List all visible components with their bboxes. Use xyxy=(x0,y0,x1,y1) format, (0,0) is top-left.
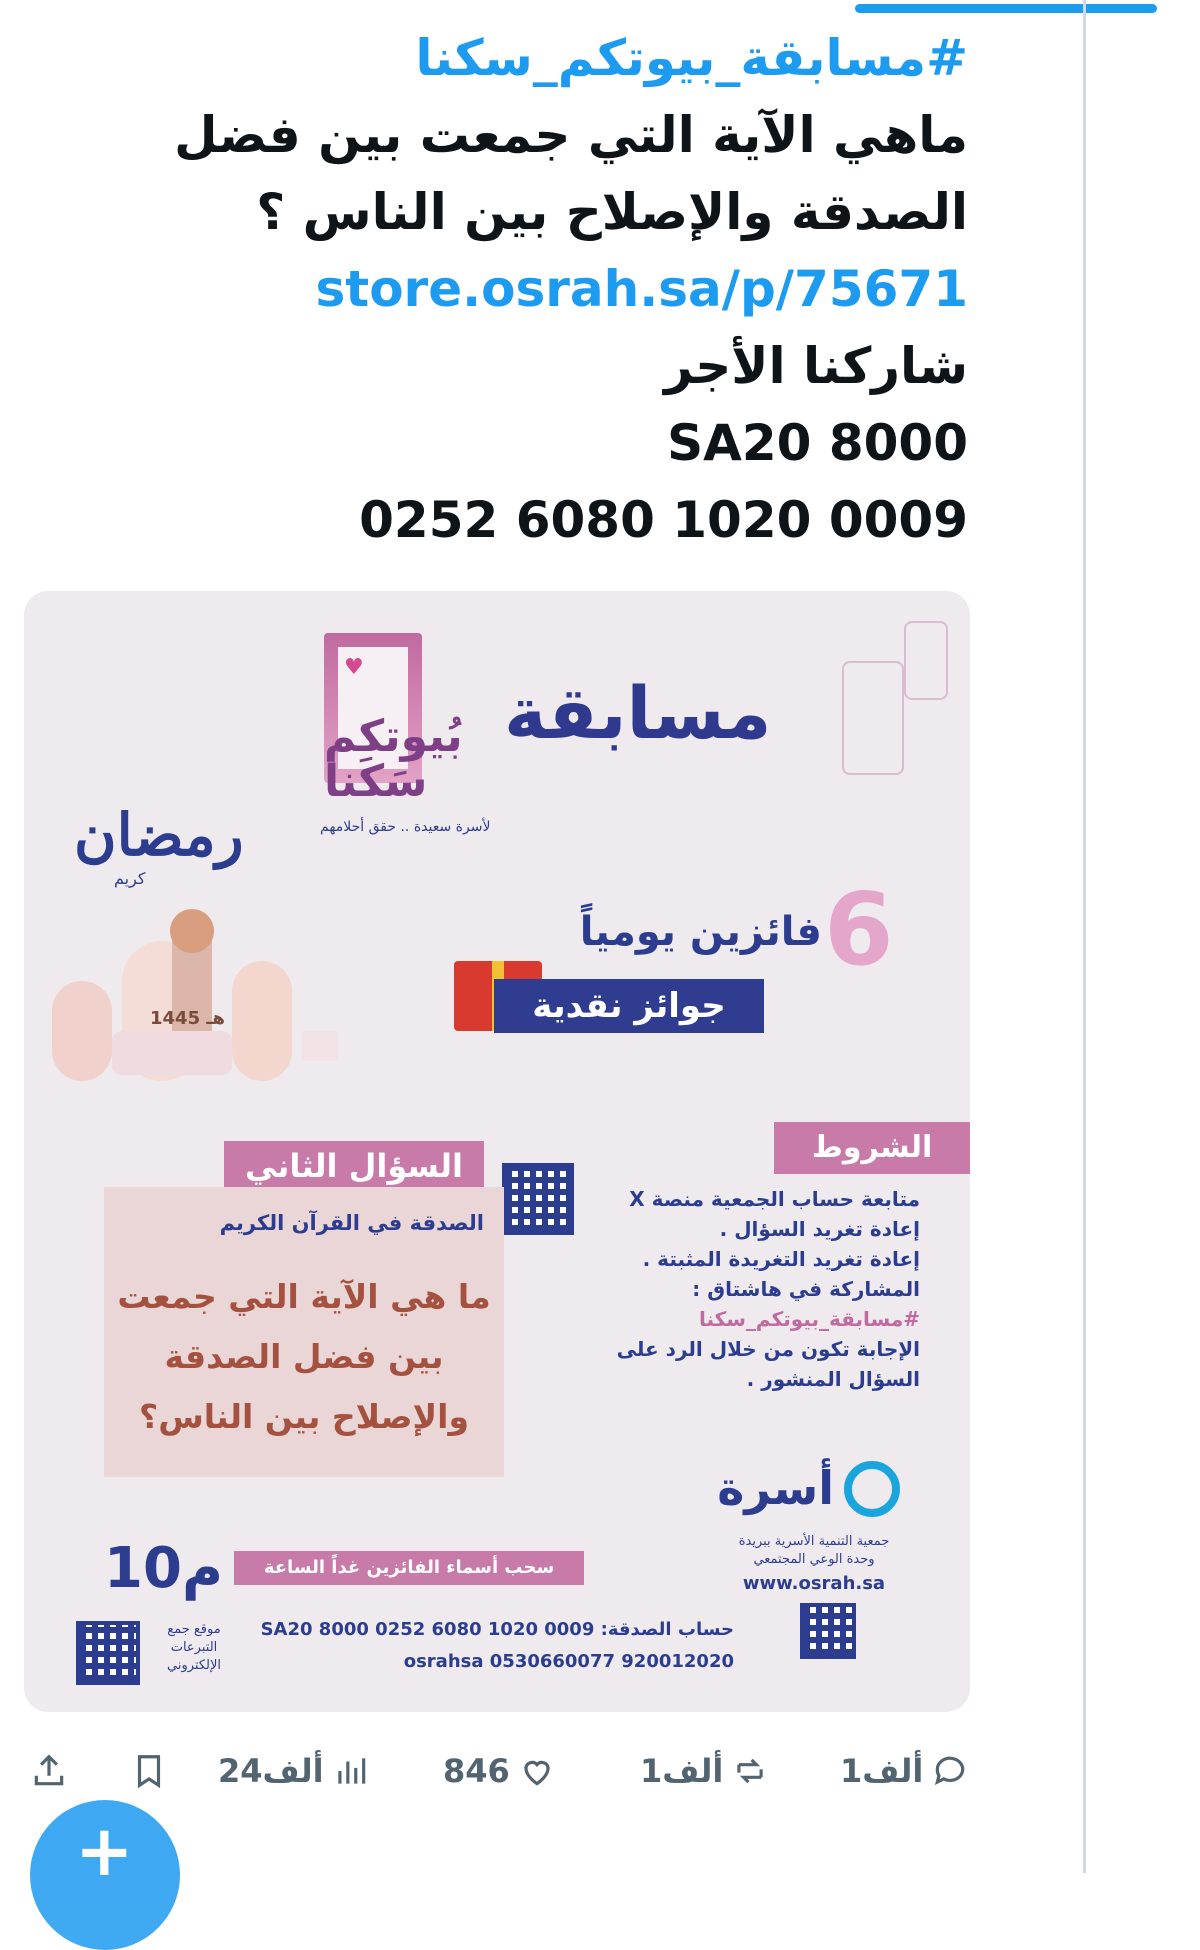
repost-count: 1ألف xyxy=(640,1752,724,1790)
qr-code-icon xyxy=(502,1163,574,1235)
share-icon xyxy=(30,1752,68,1790)
condition-item: متابعة حساب الجمعية منصة X xyxy=(629,1187,920,1211)
views-count: 24ألف xyxy=(218,1752,324,1790)
draw-time: 10م xyxy=(104,1536,223,1601)
qr-code-icon xyxy=(800,1603,856,1659)
daily-winners-text: فائزين يومياً xyxy=(579,909,822,955)
condition-hashtag: #مسابقة_بيوتكم_سكنا xyxy=(698,1307,920,1331)
brand-tagline: لأسرة سعيدة .. حقق أحلامهم xyxy=(320,819,491,835)
conditions-title: الشروط xyxy=(774,1122,970,1174)
heart-icon xyxy=(518,1752,556,1790)
tweet-share-text: شاركنا الأجر xyxy=(664,337,968,395)
second-question-line: والإصلاح بين الناس؟ xyxy=(139,1397,469,1436)
views-button[interactable] xyxy=(218,1745,370,1797)
bookmark-button[interactable] xyxy=(130,1745,168,1797)
tweet-action-bar xyxy=(0,1745,1000,1797)
second-question-text xyxy=(104,1267,504,1447)
repost-button[interactable] xyxy=(640,1745,769,1797)
bookmark-icon xyxy=(130,1752,168,1790)
repost-icon xyxy=(731,1752,769,1790)
second-question-subtitle: الصدقة في القرآن الكريم xyxy=(219,1211,484,1235)
brand-door-logo: ♥ xyxy=(324,633,422,783)
share-button[interactable] xyxy=(30,1745,68,1797)
top-scroll-indicator xyxy=(855,4,1157,13)
ramadan-calligraphy: رمضان xyxy=(74,801,244,869)
ramadan-sub: كريم xyxy=(114,869,146,888)
second-question-box xyxy=(104,1187,504,1477)
year-label: 1445 هـ xyxy=(150,1008,226,1029)
thread-connector-line xyxy=(1083,0,1086,1873)
tweet-question-line-1: ماهي الآية التي جمعت بين فضل xyxy=(174,106,968,164)
analytics-icon xyxy=(332,1752,370,1790)
tweet-media-image[interactable] xyxy=(24,591,970,1712)
osrah-org-name: جمعية التنمية الأسرية ببريدة وحدة الوعي المجتمعي xyxy=(738,1534,890,1567)
cash-prizes-banner: جوائز نقدية xyxy=(494,979,764,1033)
qr-code-icon xyxy=(76,1621,140,1685)
six-number: 6 xyxy=(824,871,894,988)
tweet-hashtag-link[interactable]: #مسابقة_بيوتكم_سكنا xyxy=(415,29,968,87)
reply-count: 1ألف xyxy=(840,1752,924,1790)
conditions-list xyxy=(560,1184,920,1394)
second-question-line: بين فضل الصدقة xyxy=(164,1337,444,1376)
tweet-iban-line-1: SA20 8000 xyxy=(667,414,968,472)
lantern-decoration xyxy=(904,621,948,700)
donation-account: حساب الصدقة: SA20 8000 0252 6080 1020 0009 xyxy=(260,1619,734,1640)
tweet-question-line-2: الصدقة والإصلاح بين الناس ؟ xyxy=(256,183,968,241)
reply-button[interactable] xyxy=(840,1745,969,1797)
osrah-logo xyxy=(717,1461,904,1601)
draw-announcement: سحب أسماء الفائزين غداً الساعة xyxy=(234,1551,584,1585)
contact-info: osrahsa 0530660077 920012020 xyxy=(403,1651,734,1672)
compose-button[interactable] xyxy=(30,1800,180,1950)
donation-site-label: موقع جمع التبرعات الإلكتروني xyxy=(167,1622,221,1673)
condition-item: المشاركة في هاشتاق : xyxy=(692,1277,920,1301)
plus-icon: + xyxy=(75,1810,134,1892)
brand-name-line-2: سَكَنا xyxy=(324,756,428,807)
condition-item: الإجابة تكون من خلال الرد على xyxy=(616,1337,920,1361)
osrah-circle-icon xyxy=(844,1461,900,1517)
tweet-store-link[interactable]: store.osrah.sa/p/75671 xyxy=(315,260,968,318)
mosque-illustration xyxy=(52,881,352,1081)
lantern-decoration xyxy=(842,661,904,775)
osrah-name: أسرة xyxy=(717,1461,834,1515)
tweet-body xyxy=(128,20,968,559)
like-button[interactable] xyxy=(443,1745,556,1797)
condition-item: إعادة تغريد التغريدة المثبتة . xyxy=(642,1247,920,1271)
condition-item: السؤال المنشور . xyxy=(746,1367,920,1391)
tweet-iban-line-2: 0252 6080 1020 0009 xyxy=(359,491,968,549)
brand-name-line-1: بُيوتكم xyxy=(324,711,463,762)
contest-title: مسابقة xyxy=(504,671,772,755)
reply-icon xyxy=(931,1752,969,1790)
second-question-title: السؤال الثاني xyxy=(224,1141,484,1191)
osrah-url: www.osrah.sa xyxy=(742,1573,886,1594)
like-count: 846 xyxy=(443,1752,510,1790)
condition-item: إعادة تغريد السؤال . xyxy=(719,1217,920,1241)
second-question-line: ما هي الآية التي جمعت xyxy=(117,1277,491,1316)
